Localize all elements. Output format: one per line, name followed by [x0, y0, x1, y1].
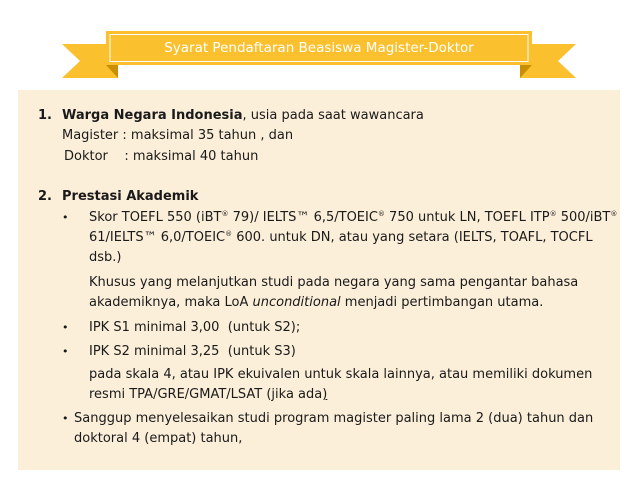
registered-mark: ® [377, 210, 385, 218]
toefl-text-d: 500/iBT [556, 210, 611, 225]
sanggup-line-2: doktoral 4 (empat) tahun, [74, 431, 243, 446]
khusus2-emphasis: unconditional [252, 295, 341, 310]
skala-line-1: pada skala 4, atau IPK ekuivalen untuk skala lainnya, atau memiliki dokumen [89, 367, 593, 382]
toefl-line-2 [89, 228, 593, 247]
page-title: Syarat Pendaftaran Beasiswa Magister-Doktor [164, 40, 474, 56]
section1-heading-line [62, 106, 424, 125]
registered-mark: ® [549, 210, 557, 218]
section1-doktor: Doktor : maksimal 40 tahun [64, 149, 259, 164]
toefl-text-a: Skor TOEFL 550 (iBT [89, 210, 222, 225]
toefl-text-c: 750 untuk LN, TOEFL ITP [384, 210, 550, 225]
ipk-s2-line: IPK S2 minimal 3,25 (untuk S3) [89, 344, 296, 359]
section2-number: 2. [38, 189, 52, 204]
registered-mark: ® [221, 210, 229, 218]
skala-line-2 [89, 385, 327, 404]
khusus-line-2 [89, 293, 543, 312]
section1-heading-rest: , usia pada saat wawancara [242, 108, 424, 123]
ipk-s1-line: IPK S1 minimal 3,00 (untuk S2); [89, 320, 301, 335]
toefl-text-b: 79)/ IELTS™ 6,5/TOEIC [228, 210, 378, 225]
section2-heading: Prestasi Akademik [62, 189, 199, 204]
toefl-line-3: dsb.) [89, 250, 122, 265]
khusus2-text-b: menjadi pertimbangan utama. [340, 295, 544, 310]
bullet-icon: • [62, 211, 69, 224]
toefl2-text-b: 600. untuk DN, atau yang setara (IELTS, TOAFL, TOCFL [232, 230, 593, 245]
khusus2-text-a: akademiknya, maka LoA [89, 295, 253, 310]
sanggup-line-1: Sanggup menyelesaikan studi program magister paling lama 2 (dua) tahun dan [74, 411, 594, 426]
khusus-line-1: Khusus yang melanjutkan studi pada negara yang sama pengantar bahasa [89, 275, 579, 290]
section1-heading: Warga Negara Indonesia [62, 108, 243, 123]
registered-mark: ® [225, 230, 233, 238]
bullet-icon: • [62, 321, 69, 334]
toefl2-text-a: 61/IELTS™ 6,0/TOEIC [89, 230, 226, 245]
content-panel [18, 90, 620, 470]
bullet-icon: • [62, 345, 69, 358]
registered-mark: ® [610, 210, 618, 218]
bullet-icon: • [62, 412, 69, 425]
section1-magister: Magister : maksimal 35 tahun , dan [62, 128, 294, 143]
toefl-line-1 [89, 208, 617, 227]
skala2-paren: ) [322, 387, 328, 402]
skala2-text: resmi TPA/GRE/GMAT/LSAT (jika ada [89, 387, 323, 402]
section1-number: 1. [38, 108, 52, 123]
